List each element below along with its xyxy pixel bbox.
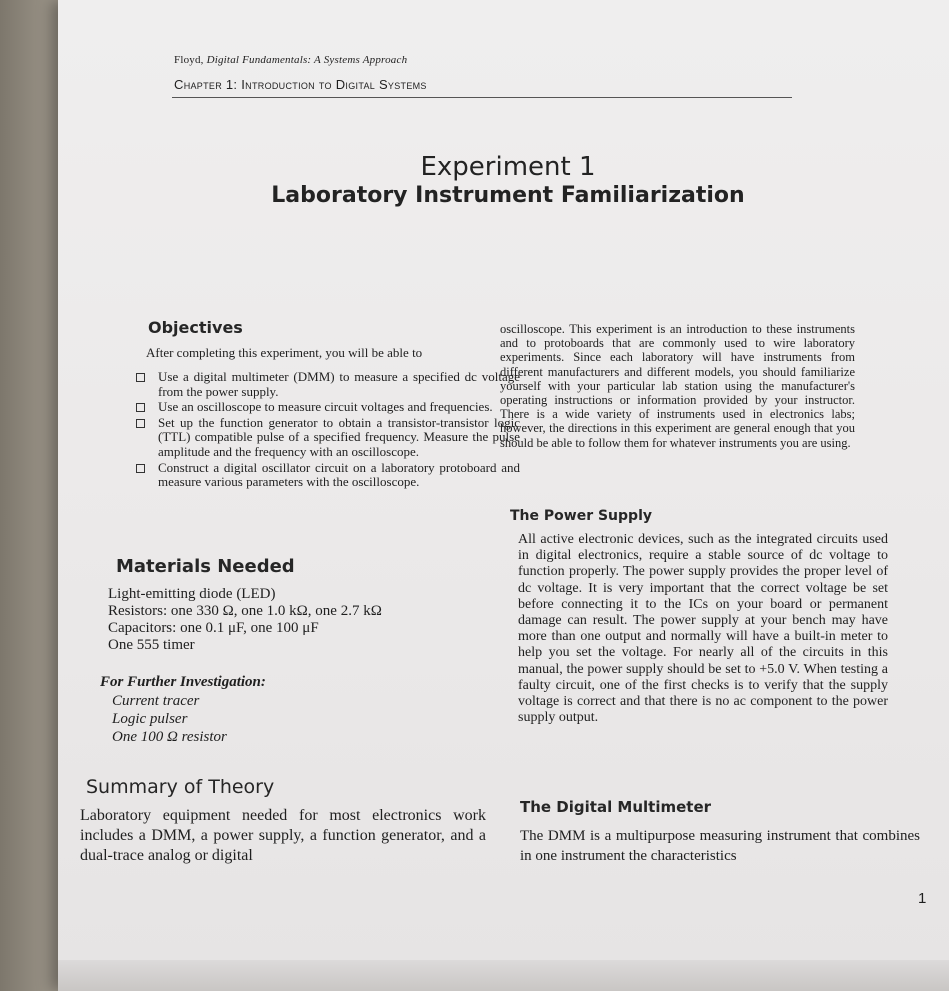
- further-item: Logic pulser: [112, 711, 188, 727]
- page-number: 1: [918, 890, 927, 907]
- materials-heading: Materials Needed: [116, 556, 295, 577]
- experiment-title: [228, 152, 788, 210]
- intro-paragraph: oscilloscope. This experiment is an introduction to these instruments and to protoboards that are commonly used to wire laboratory experiments. Since each laboratory will have instruments from different manufacturers and different models, you should familiarize yourself with your particular lab station using the manufacturer's operating instructions or information provided by your instructor. There is a wide variety of instruments used in electronics labs; however, the directions in this experiment are general enough that you should be able to follow them for whatever instruments you are using.: [500, 322, 855, 450]
- objectives-intro: After completing this experiment, you will be able to: [146, 345, 423, 360]
- further-investigation-heading: For Further Investigation:: [100, 674, 266, 690]
- further-item: One 100 Ω resistor: [112, 729, 227, 745]
- running-head: [174, 54, 407, 66]
- power-supply-paragraph: All active electronic devices, such as the integrated circuits used in digital electronics, require a stable source of dc voltage to function properly. The power supply provides the proper level of dc voltage. It is very important that the correct voltage be set before connecting it to the ICs on your board or permanent damage can result. The power supply at your bench may have more than one output and normally will have a built-in meter to help you set the voltage. For nearly all of the circuits in this manual, the power supply should be set to +5.0 V. When testing a faulty circuit, one of the first checks is to verify that the supply voltage is correct and that there is no ac component to the power supply output.: [518, 532, 888, 726]
- objective-item: Set up the function generator to obtain a transistor-transistor logic (TTL) compatible pulse of a specified frequency. Measure the pulse amplitude and the frequency with an oscilloscope.: [130, 416, 520, 460]
- chapter-title: Chapter 1: Introduction to Digital Systems: [174, 77, 427, 92]
- material-item: Light-emitting diode (LED): [108, 586, 276, 602]
- paper-bottom-edge: [58, 960, 949, 991]
- further-item: Current tracer: [112, 693, 200, 709]
- running-book-title: Digital Fundamentals: A Systems Approach: [206, 54, 408, 66]
- experiment-name: Laboratory Instrument Familiarization: [271, 183, 745, 208]
- dmm-heading: The Digital Multimeter: [520, 798, 712, 816]
- checkbox-icon: [136, 464, 145, 473]
- checkbox-icon: [136, 403, 145, 412]
- objective-item: Use a digital multimeter (DMM) to measure a specified dc voltage from the power supply.: [130, 370, 520, 399]
- objectives-list: [130, 370, 520, 491]
- running-author: Floyd,: [174, 54, 204, 66]
- dmm-paragraph: The DMM is a multipurpose measuring instrument that combines in one instrument the characteristics: [520, 828, 920, 864]
- objective-item: Construct a digital oscillator circuit on a laboratory protoboard and measure various parameters with the oscilloscope.: [130, 461, 520, 490]
- further-investigation-list: [112, 692, 227, 746]
- power-supply-heading: The Power Supply: [510, 508, 652, 524]
- checkbox-icon: [136, 419, 145, 428]
- summary-paragraph: Laboratory equipment needed for most electronics work includes a DMM, a power supply, a function generator, and a dual-trace analog or digital: [80, 807, 486, 864]
- checkbox-icon: [136, 373, 145, 382]
- experiment-number: Experiment 1: [420, 152, 596, 182]
- background-edge: [0, 0, 58, 991]
- material-item: Capacitors: one 0.1 μF, one 100 μF: [108, 620, 319, 636]
- objective-item: Use an oscilloscope to measure circuit voltages and frequencies.: [130, 400, 520, 415]
- objectives-heading: Objectives: [148, 318, 243, 337]
- materials-list: [108, 586, 488, 654]
- material-item: One 555 timer: [108, 637, 195, 653]
- material-item: Resistors: one 330 Ω, one 1.0 kΩ, one 2.7 kΩ: [108, 603, 382, 619]
- summary-heading: Summary of Theory: [86, 776, 275, 798]
- document-page: [58, 0, 949, 991]
- header-rule: [172, 97, 792, 98]
